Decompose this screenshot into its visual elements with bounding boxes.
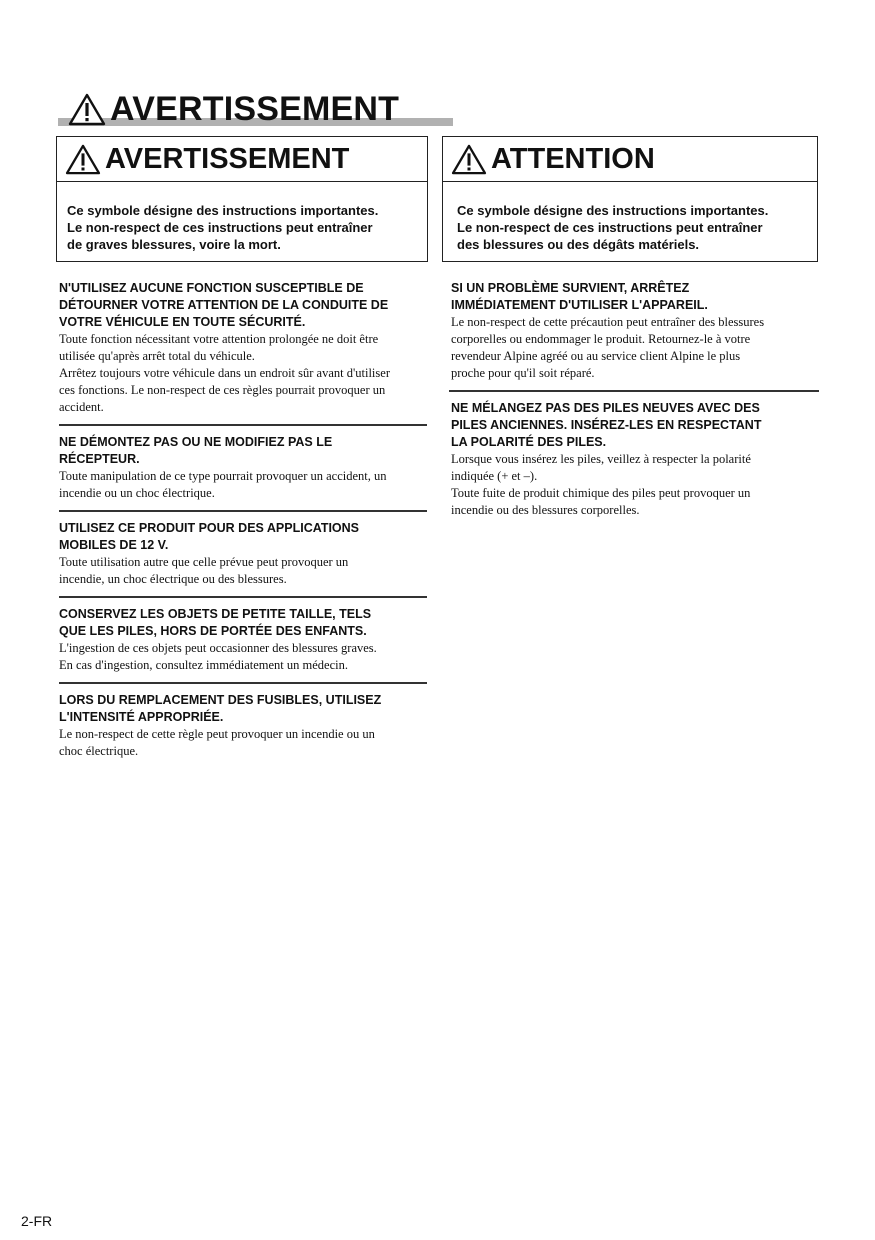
caution-section: [451, 280, 819, 382]
section-divider: [59, 510, 427, 512]
caution-legend-text: Ce symbole désigne des instructions importantes. Le non-respect de ces instructions peut entraîner des blessures ou des dégâts matériels.: [457, 203, 769, 252]
warning-triangle-icon: [451, 144, 487, 175]
warning-legend-text: Ce symbole désigne des instructions importantes. Le non-respect de ces instructions peut entraîner de graves blessures, voire la mort.: [67, 203, 379, 252]
caution-legend-title-text: ATTENTION: [491, 142, 655, 175]
section-body: Lorsque vous insérez les piles, veillez à respecter la polarité indiquée (+ et –). Toute fuite de produit chimique des piles peut provoquer un incendie ou des blessures corporelles.: [451, 452, 751, 517]
header-title: [68, 92, 399, 126]
caution-legend-box: [442, 136, 818, 262]
warning-triangle-icon: [68, 93, 106, 126]
section-divider: [59, 596, 427, 598]
section-title: N'UTILISEZ AUCUNE FONCTION SUSCEPTIBLE DE DÉTOURNER VOTRE ATTENTION DE LA CONDUITE DE VOTRE VÉHICULE EN TOUTE SÉCURITÉ.: [59, 281, 389, 329]
section-title: LORS DU REMPLACEMENT DES FUSIBLES, UTILISEZ L'INTENSITÉ APPROPRIÉE.: [59, 693, 382, 724]
section-title: NE DÉMONTEZ PAS OU NE MODIFIEZ PAS LE RÉCEPTEUR.: [59, 435, 333, 466]
section-body: L'ingestion de ces objets peut occasionner des blessures graves. En cas d'ingestion, consultez immédiatement un médecin.: [59, 641, 377, 672]
warning-legend-title-text: AVERTISSEMENT: [105, 142, 350, 175]
warning-legend-title: [57, 137, 427, 182]
warning-section: [59, 692, 437, 760]
header-title-text: AVERTISSEMENT: [110, 90, 400, 128]
section-divider: [449, 390, 819, 392]
section-title: CONSERVEZ LES OBJETS DE PETITE TAILLE, TELS QUE LES PILES, HORS DE PORTÉE DES ENFANTS.: [59, 607, 372, 638]
left-column: [59, 280, 437, 760]
section-title: UTILISEZ CE PRODUIT POUR DES APPLICATIONS MOBILES DE 12 V.: [59, 521, 360, 552]
warning-section: [59, 280, 437, 416]
warning-section: [59, 520, 437, 588]
warning-section: [59, 606, 437, 674]
section-divider: [59, 424, 427, 426]
caution-section: [451, 400, 819, 519]
caution-legend-title: [443, 137, 817, 182]
warning-section: [59, 434, 437, 502]
section-body: Le non-respect de cette règle peut provoquer un incendie ou un choc électrique.: [59, 727, 375, 758]
warning-legend-box: [56, 136, 428, 262]
main-warning-header: [58, 92, 453, 128]
section-body: Toute fonction nécessitant votre attention prolongée ne doit être utilisée qu'après arrêt total du véhicule. Arrêtez toujours votre véhicule dans un endroit sûr avant d'utiliser ces fonctions. Le non-respect de ces règles pourrait provoquer un accident.: [59, 332, 390, 414]
section-title: SI UN PROBLÈME SURVIENT, ARRÊTEZ IMMÉDIATEMENT D'UTILISER L'APPAREIL.: [451, 281, 708, 312]
section-body: Le non-respect de cette précaution peut entraîner des blessures corporelles ou endommager le produit. Retournez-le à votre revendeur Alpine agréé ou au service client Alpine le plus proche pour qu'il soit réparé.: [451, 315, 765, 380]
page-number: 2-FR: [21, 1213, 53, 1229]
right-column: [451, 280, 819, 519]
section-divider: [59, 682, 427, 684]
section-title: NE MÉLANGEZ PAS DES PILES NEUVES AVEC DES PILES ANCIENNES. INSÉREZ-LES EN RESPECTANT LA POLARITÉ DES PILES.: [451, 401, 762, 449]
section-body: Toute manipulation de ce type pourrait provoquer un accident, un incendie ou un choc électrique.: [59, 469, 387, 500]
section-body: Toute utilisation autre que celle prévue peut provoquer un incendie, un choc électrique ou des blessures.: [59, 555, 349, 586]
warning-triangle-icon: [65, 144, 101, 175]
